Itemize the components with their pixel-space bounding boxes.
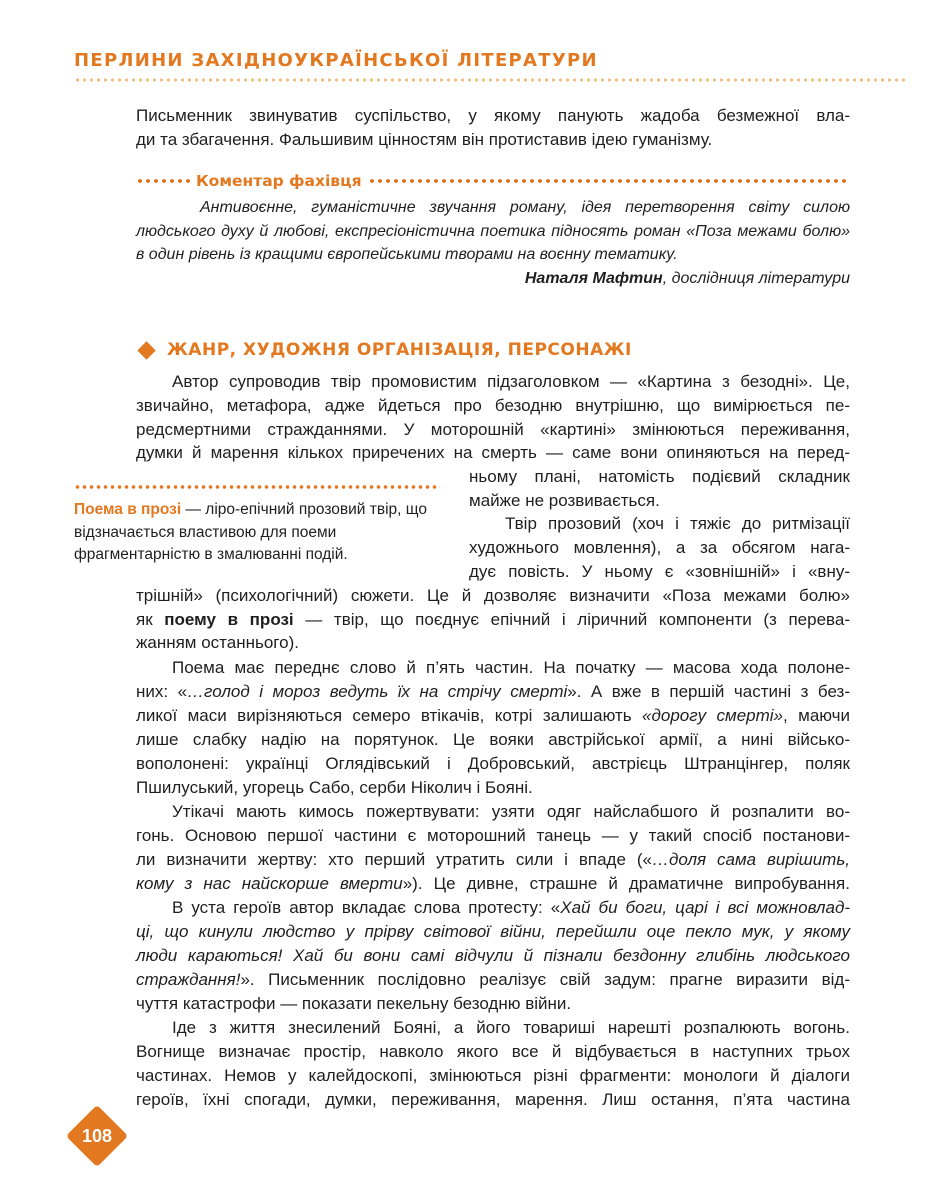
running-header: ПЕРЛИНИ ЗАХІДНОУКРАЇНСЬКОЇ ЛІТЕРАТУРИ	[74, 50, 598, 71]
para4-line-3	[136, 848, 850, 872]
para5-line-4-end: ». Письменник послідовно реалізує свій задум: прагне виразити від-	[240, 970, 850, 989]
quote-fate-decide: …доля сама вирішить,	[651, 850, 850, 869]
para2-line-2: художнього мовлення), а за обсягом нага-	[469, 538, 850, 557]
para1-line-1: Автор супроводив твір промовистим підзаголовком — «Картина з безодні». Це,	[172, 372, 850, 391]
para3-line-2-end: ». А вже в першій частині з без-	[567, 682, 850, 701]
page-number: 108	[81, 1125, 113, 1146]
sidebar-definition-text: — ліро-епічний прозовий твір, що відзначається властивою для поеми фрагментарністю в змалюванні подій.	[74, 501, 427, 563]
quote-who-dies-first: кому з нас найскорше вмерти	[136, 874, 403, 893]
section-heading	[140, 340, 632, 360]
quote-hunger-frost: …голод і мороз ведуть їх на стрічу смерті	[187, 682, 568, 701]
sidebar-divider	[74, 484, 440, 490]
intro-line-2: ди та збагачення. Фальшивим цінностям він протиставив ідею гуманізму.	[136, 130, 713, 149]
comment-dots-right	[368, 178, 850, 184]
para5-line-1	[136, 896, 850, 920]
para2-line-5-end: — твір, що поєднує епічний і ліричний компоненти (з перева-	[293, 610, 850, 629]
para3-line-3-end: , маючи	[783, 706, 851, 725]
para4-line-3-start: ли визначити жертву: хто перший утратить сили і впаде («	[136, 850, 652, 869]
para3-line-4: лише слабку надію на порятунок. Це вояки австрійської армії, а нині військо-	[136, 730, 850, 749]
para5-line-5: чуття катастрофи — показати пекельну безодню війни.	[136, 994, 572, 1013]
comment-author-role: , дослідниця літератури	[662, 270, 850, 287]
para6-line-3: частинах. Немов у калейдоскопі, змінюються різні фрагменти: монологи й діалоги	[136, 1066, 850, 1085]
para2-line-1: Твір прозовий (хоч і тяжіє до ритмізації	[505, 514, 850, 533]
para2-line-3: дує повість. У ньому є «зовнішній» і «вну-	[469, 562, 850, 581]
para3-line-2	[136, 680, 850, 704]
para4-line-4	[136, 872, 850, 896]
intro-line-1: Письменник звинуватив суспільство, у якому панують жадоба безмежної вла-	[136, 106, 850, 125]
para3-line-3-start: ликої маси вирізняються семеро втікачів, котрі залишають	[136, 706, 643, 725]
para1-line-2: звичайно, метафора, адже йдеться про безодню внутрішню, що вимірюється пе-	[136, 396, 850, 415]
para2-line-5	[136, 608, 850, 632]
para3-line-2-start: них: «	[136, 682, 188, 701]
para6-line-2: Вогнище визначає простір, навколо якого все й відбувається в наступних трьох	[136, 1042, 850, 1061]
para5-line-2: ці, що кинули людство у прірву світової війни, перейшли оце пекло мук, у якому	[136, 922, 850, 941]
term-poem-in-prose: поему в прозі	[164, 610, 294, 629]
comment-author: Наталя Мафтин	[524, 270, 663, 287]
comment-dots-left	[136, 178, 190, 184]
para5-line-4	[136, 968, 850, 992]
para6-line-1: Іде з життя знесилений Бояні, а його товариші нарешті розпалюють вогонь.	[172, 1018, 850, 1037]
para4-line-2: гонь. Основою першої частини є моторошний танець — у такий спосіб постанови-	[136, 826, 850, 845]
quote-suffering: страждання!	[136, 970, 241, 989]
para3-line-3	[136, 704, 850, 728]
para1-line-5: ньому плані, натомість подієвий складник	[469, 467, 850, 486]
quote-road-of-death: «дорогу смерті»	[642, 706, 784, 725]
comment-quote: Антивоєнне, гуманістичне звучання роману, ідея перетворення світу силою людського духу й любові, експресіоністична поетика підносять роман «Поза межами болю» в один рівень із кращими європейськими творами на воєнну тематику.	[136, 199, 850, 264]
para3-line-1: Поема має переднє слово й п’ять частин. На початку — масова хода полоне-	[172, 658, 850, 677]
comment-title: Коментар фахівця	[196, 172, 362, 190]
para2-line-4: трішній» (психологічний) сюжети. Це й дозволяє визначити «Поза межами болю»	[136, 586, 850, 605]
comment-header	[136, 170, 850, 192]
quote-gods-kings: Хай би боги, царі і всі можновлад-	[560, 898, 851, 917]
para1-line-4: думки й марення кількох приречених на смерть — саме вони опиняються на перед-	[136, 443, 850, 462]
sidebar-definition	[74, 499, 448, 567]
para5-line-3: люди караються! Хай би вони самі відчули й пізнали бездонну глибінь людського	[136, 946, 850, 965]
para3-line-6: Пшилуський, угорець Сабо, серби Ніколич і Бояні.	[136, 778, 533, 797]
para1-line-6: майже не розвивається.	[469, 491, 660, 510]
header-divider	[74, 78, 906, 82]
para2-line-6: жанням останнього).	[136, 633, 299, 652]
para6-line-4: героїв, їхні спогади, думки, переживання, марення. Лиш остання, п’ята частина	[136, 1090, 850, 1109]
para5-line-1-start: В уста героїв автор вкладає слова протесту: «	[172, 898, 561, 917]
para4-line-1: Утікачі мають кимось пожертвувати: узяти одяг найслабшого й розпалити во-	[172, 802, 850, 821]
diamond-bullet-icon	[137, 341, 155, 359]
sidebar-term: Поема в прозі	[74, 501, 182, 518]
para3-line-5: вополонені: українці Оглядівський і Добровський, австрієць Штранцінгер, поляк	[136, 754, 850, 773]
para4-line-4-end: »). Це дивне, страшне й драматичне випробування.	[402, 874, 850, 893]
para1-line-3: редсмертними стражданнями. У моторошній «картині» змінюються переживання,	[136, 420, 850, 439]
para2-line-5-start: як	[136, 610, 165, 629]
page-number-badge	[66, 1105, 128, 1167]
comment-attribution	[525, 270, 850, 288]
section-title: ЖАНР, ХУДОЖНЯ ОРГАНІЗАЦІЯ, ПЕРСОНАЖІ	[167, 340, 632, 360]
